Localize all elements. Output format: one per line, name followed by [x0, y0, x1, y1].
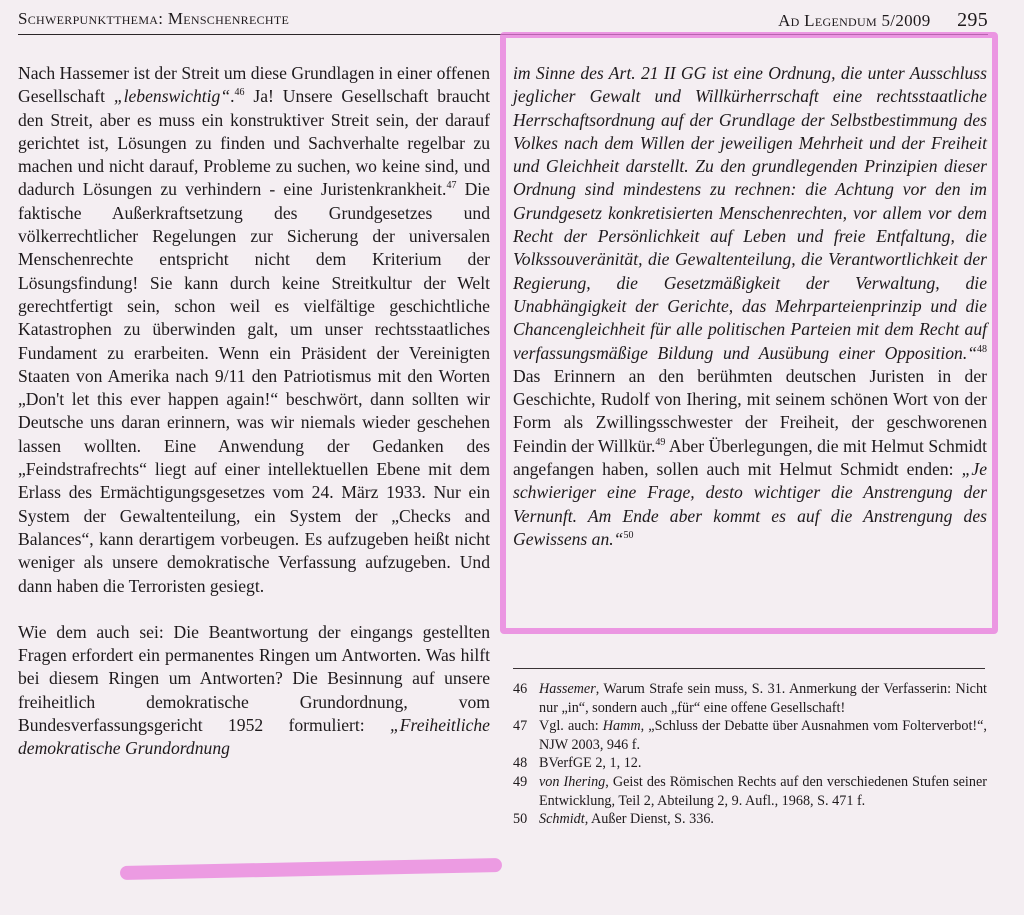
footnote-author: Hamm [602, 718, 641, 735]
footnote-text: , Warum Strafe sein muss, S. 31. Anmerkung der Verfasserin: Nicht nur „in“, sondern auch „für“ eine offene Gesellschaft! [539, 681, 987, 716]
footnote-number: 46 [513, 681, 528, 697]
footnote [513, 717, 987, 754]
header-rule [18, 34, 988, 35]
footnote-ref[interactable]: 50 [623, 530, 634, 542]
paragraph-1: Nach Hassemer ist der Streit um diese Grundlagen in einer offenen Gesellschaft „lebenswichtig“.$^{46}$ Ja! Unsere Gesellschaft braucht den Streit, aber es muss ein konstruktiver Streit sein, der darauf gerichtet ist, Lösungen zu finden und Sachverhalte regelbar zu machen und nicht darauf, Probleme zu suchen, wo keine sind, und dadurch Lösungen zu verhindern - eine Juristenkrankheit.$^{47}$ Die faktische Außerkraftsetzung des Grundgesetzes und völkerrechtlicher Regelungen zur Sicherung der universalen Menschenrechte entspricht nicht dem Kriterium der Lösungsfindung! Sie kann durch keine Streitkultur der Welt gerechtfertigt sein, schon weil es vielfältige geschichtliche Katastrophen zu überwinden galt, um unser rechtsstaatliches Fundament zu erarbeiten. Wenn ein Präsident der Vereinigten Staaten von Amerika nach 9/11 den Patriotismus mit den Worten „Don't let this ever happen again!“ beschwört, dann sollten wir Deutsche uns daran erinnern, was wir niemals wieder geschehen lassen wollten. Eine Anwendung der Gedanken des „Feindstrafrechts“ liegt auf einer intellektuellen Ebene mit dem Erlass des Ermächtigungsgesetzes vom 24. März 1933. Nur ein System der Gewaltenteilung, ein System der „Checks and Balances“, kann derartigem vorbeugen. Es aufzugeben heißt nicht weniger als unsere demokratische Verfassung aufzugeben. Und dann haben die Terroristen gesiegt. [18, 63, 490, 596]
footnote-number: 50 [513, 811, 528, 828]
footnote-author: Hassemer [539, 681, 596, 697]
italic-quote: im Sinne des Art. 21 II GG ist eine Ordnung, die unter Ausschluss jeglicher Gewalt und Willkürherrschaft eine rechtsstaatliche Herrschaftsordnung auf der Grundlage der Selbstbestimmung des Volkes nach dem Willen der jeweiligen Mehrheit und der Freiheit und Gleichheit darstellt. Zu den grundlegenden Prinzipien dieser Ordnung sind mindestens zu rechnen: die Achtung vor den im Grundgesetz konkretisierten Menschenrechten, vor allem vor dem Recht der Persönlichkeit auf Leben und freie Entfaltung, die Volkssouveränität, die Gewaltenteilung, die Verantwortlichkeit der Regierung, die Gesetzmäßigkeit der Verwaltung, die Unabhängigkeit der Gerichte, das Mehrparteienprinzip und die Chancengleichheit für alle politischen Parteien mit dem Recht auf verfassungsmäßige Bildung und Ausübung einer Opposition.“ [513, 63, 987, 363]
footnote-number: 49 [513, 773, 528, 790]
text-run: Nach Hassemer ist der Streit um diese Grundlagen in einer offenen Gesellschaft [18, 63, 490, 107]
italic-quote: „Freiheitliche demokratische Grundordnung [18, 715, 490, 759]
footnotes [513, 680, 987, 829]
right-column [513, 62, 987, 551]
text-run: Aber Überlegungen, die mit Helmut Schmidt angefangen haben, sollen auch mit Helmut Schmidt enden: [513, 435, 987, 480]
journal-name: Ad Legendum 5/2009 [778, 11, 931, 30]
page-number: 295 [957, 9, 988, 31]
text-run: Wie dem auch sei: Die Beantwortung der eingangs gestellten Fragen erfordert ein permanentes Ringen um Antworten. Was hilft bei diesem Ringen um Antworten? Die Besinnung auf unsere freiheitlich demokratische Grundordnung, vom Bundesverfassungsgericht 1952 formuliert: [18, 621, 490, 736]
footnote-text: , Geist des Römischen Rechts auf den verschiedenen Stufen seiner Entwicklung, Teil 2, Abteilung 2, 9. Aufl., 1968, S. 471 f. [539, 773, 987, 809]
italic-quote: „Je schwieriger eine Frage, desto wichtiger die Anstrengung der Vernunft. Am Ende aber kommt es auf die Anstrengung des Gewissens an.“ [513, 459, 987, 549]
footnote [513, 754, 987, 773]
paragraph-3 [513, 62, 987, 551]
footnote-author: Schmidt [539, 811, 585, 828]
footnote-ref[interactable]: 48 [977, 343, 987, 355]
footnote [513, 773, 987, 810]
footnote [513, 810, 987, 829]
footnote-number: 48 [513, 755, 528, 772]
footnote-ref[interactable]: 49 [655, 436, 666, 448]
text-run: Die faktische Außerkraftsetzung des Grundgesetzes und völkerrechtlicher Regelungen zur Sicherung der universalen Menschenrechte entspricht nicht dem Kriterium der Lösungsfindung! Sie kann durch keine Streitkultur der Welt gerechtfertigt sein, schon weil es vielfältige geschichtliche Katastrophen zu überwinden galt, um unser rechtsstaatliches Fundament zu erarbeiten. Wenn ein Präsident der Vereinigten Staaten von Amerika nach 9/11 den Patriotismus mit den Worten „Don't let this ever happen again!“ beschwört, dann sollten wir Deutsche uns daran erinnern, was wir niemals wieder geschehen lassen wollten. Eine Anwendung der Gedanken des „Feindstrafrechts“ liegt auf einer intellektuellen Ebene mit dem Erlass des Ermächtigungsgesetzes vom 24. März 1933. Nur ein System der Gewaltenteilung, ein System der „Checks and Balances“, kann derartigem vorbeugen. Es aufzugeben heißt nicht weniger als unsere demokratische Verfassung aufzugeben. Und dann haben die Terroristen gesiegt. [18, 179, 490, 596]
footnote-ref[interactable]: 46 [234, 87, 245, 99]
paragraph-2 [18, 621, 490, 761]
footnote-text: , „Schluss der Debatte über Ausnahmen vom Folterverbot!“, NJW 2003, 946 f. [539, 718, 987, 753]
footnote-ref[interactable]: 47 [446, 180, 457, 192]
highlighter-underline-mark [120, 858, 502, 880]
footnote-text: BVerfGE 2, 1, 12. [539, 755, 642, 772]
running-header [18, 9, 988, 35]
left-column [18, 62, 490, 761]
italic-quote: „lebenswichtig“ [113, 86, 231, 107]
footnote-text: , Außer Dienst, S. 336. [584, 811, 714, 828]
footnote-author: von Ihering [539, 773, 606, 790]
text-run: Das Erinnern an den berühmten deutschen Juristen in der Geschichte, Rudolf von Ihering, mit seinem schönen Wort von der Form als Zwillingsschwester der Freiheit, der geschworenen Feindin der Willkür. [513, 365, 987, 456]
text-run: Ja! Unsere Gesellschaft braucht den Streit, aber es muss ein konstruktiver Streit sein, der darauf gerichtet ist, Lösungen zu finden und Sachverhalte regelbar zu machen und nicht darauf, Probleme zu suchen, wo keine sind, und dadurch Lösungen zu verhindern - eine Juristenkrankheit. [18, 86, 490, 200]
footnote-number: 47 [513, 718, 528, 735]
footnote [513, 680, 987, 717]
footnote-rule [513, 668, 985, 669]
footnote-prefix: Vgl. auch: [539, 718, 603, 735]
section-title: Schwerpunktthema: Menschenrechte [18, 9, 290, 28]
journal-info [778, 9, 988, 32]
